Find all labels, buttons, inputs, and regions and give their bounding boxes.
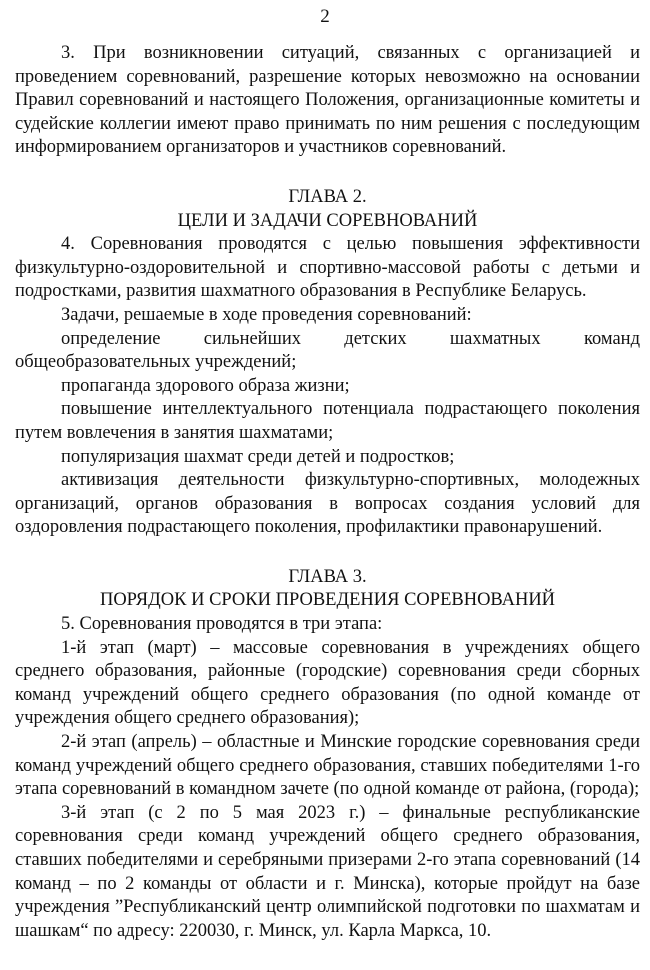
paragraph-5: 5. Соревнования проводятся в три этапа: [61, 614, 383, 635]
stage-item: 2-й этап (апрель) – областные и Минские городские соревнования среди команд учреждений общего среднего образования, ставших победителями 1-го этапа соревнований в командном зачете (по одной команде от района, (города); [15, 732, 640, 800]
chapter-2-heading [15, 186, 640, 233]
task-item: активизация деятельности физкультурно-спортивных, молодежных организаций, органов образования в вопросах создания условий для оздоровления подрастающего поколения, профилактики правонарушений. [15, 470, 640, 538]
stage-item: 3-й этап (с 2 по 5 мая 2023 г.) – финальные республиканские соревнования среди команд учреждений общего среднего образования, ставших победителями и серебряными призерами 2-го этапа соревнований (14 команд – по 2 команды от области и г. Минска), которые пройдут на базе учреждения ”Республиканский центр олимпийской подготовки по шахматам и шашкам“ по адресу: 220030, г. Минск, ул. Карла Маркса, 10. [15, 802, 640, 941]
chapter-3-heading [15, 566, 640, 613]
paragraph-3: 3. При возникновении ситуаций, связанных с организацией и проведением соревнований, разрешение которых невозможно на основании Правил соревнований и настоящего Положения, организационные комитеты и судейские коллегии имеют право принимать по ним решения с последующим информированием организаторов и участников соревнований. [15, 43, 640, 158]
chapter-2-title: ЦЕЛИ И ЗАДАЧИ СОРЕВНОВАНИЙ [177, 210, 478, 231]
stage-item: 1-й этап (март) – массовые соревнования в учреждениях общего среднего образования, районные (городские) соревнования среди сборных команд учреждений общего среднего образования (по одной команде от учреждения общего среднего образования); [15, 637, 640, 729]
page-number: 2 [320, 6, 330, 27]
paragraph-4: 4. Соревнования проводятся с целью повышения эффективности физкультурно-оздоровительной и спортивно-массовой работы с детьми и подростками, развития шахматного образования в Республике Беларусь. [15, 234, 640, 302]
task-item: определение сильнейших детских шахматных команд общеобразовательных учреждений; [15, 328, 640, 373]
document-body [15, 42, 640, 943]
task-item: пропаганда здорового образа жизни; [61, 375, 350, 396]
chapter-2-label: ГЛАВА 2. [288, 186, 367, 207]
chapter-3-label: ГЛАВА 3. [288, 566, 367, 587]
chapter-3-title: ПОРЯДОК И СРОКИ ПРОВЕДЕНИЯ СОРЕВНОВАНИЙ [99, 590, 556, 611]
task-item: повышение интеллектуального потенциала подрастающего поколения путем вовлечения в занятия шахматами; [15, 399, 640, 443]
tasks-intro: Задачи, решаемые в ходе проведения соревнований: [61, 304, 472, 325]
task-item: популяризация шахмат среди детей и подростков; [61, 446, 455, 467]
